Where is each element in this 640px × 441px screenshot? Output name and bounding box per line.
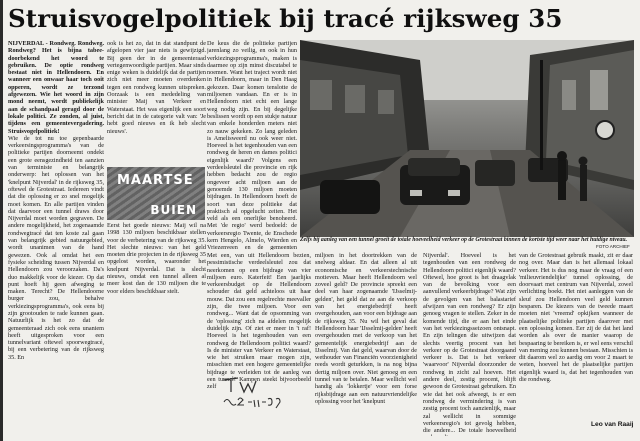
article-column-2 [107, 40, 206, 165]
column-4-text: miljoen in het doortrekken van de snelweg aldaar. En dat alleen al uit economische en verkeerstechnische motieven. Maar heeft Hellendoorn wel zoveel geld? De provincie spreekt een deel van haar zogenaamde 'IJsselmij-gelden', het geld dat ze aan de verkoop van het energiebedrijf heeft overgehouden, aan voor een bijdrage aan de rijksweg 35. Nu wil het geval dat Hellendoorn haar 'IJsselmij-gelden' heeft overgehouden met de verkoop van het gemeentelijk energiebedrijf aan de IJsselmij. Van dat geld, waarvan door de wethouder van Financiën voorzienigheid reeds wordt geturkken, is na nog bijna dertig miljoen over. Niet genoeg en een tunnel van te betalen. Maar wellicht wel handig als 'lokkertje' voor een forse rijksbijdrage aan een natuurvriendelijke oplossing voor het 'knelpunt [315, 252, 417, 405]
photo-credit: FOTO ARCHIEF [596, 244, 630, 249]
headline: Struisvogelpolitiek bij tracé rijksweg 35 [8, 4, 563, 33]
article-column-2-continued [107, 222, 206, 436]
article-column-4 [315, 252, 417, 436]
logo-word-buien: BUIEN [150, 203, 197, 217]
logo-word-maartse: MAARTSE [117, 173, 194, 188]
column-2-text: ook is het zo, dat in dat standpunt de afgelopen vier jaar niets is gewijzigd. Bij geen der in de gemeenteraad vertegenwoordigde partijen. Maar sinds enige weken is duidelijk dat de partijen zich niet meer moeten overdenken tegen een rondweg kunnen uitspreken. Oorzaak is een mededeling van minister Maij van Verkeer en Waterstaat. Het was eigenlijk een soort bericht dat in de categorie valt van: 'Je hebt goed nieuws en ik heb slecht nieuws'. [107, 40, 206, 135]
article-column-1 [8, 40, 104, 373]
lead-paragraph: NIJVERDAL - Rondweg. Rondweg. Rondweg? Het is bijna tabee-doorbekend het woord te gebruiken. De optie rondweg bestaat niet in Hellendoorn. En wanneer een onwaar haar toch ooit opperen, wordt ze terzond afgewezen. Wie het woord in zijn mond neemt, wordt publiekelijk aan de schandpaal geragd door de lokale politici. Ze zonden, al juist, tijdens een gemeentevergadering. Struisvogelpolitiek! [8, 40, 104, 135]
author-byline: Leo van Raaij [591, 421, 634, 428]
column-3-text: De keus die de politieke partijen jarenlang zo veilig, en ook in hun verkiezingsprogramma's, maken is daarmee op zijn minst discutabel te noemen. Want het traject wordt niet in Hellendoorn, maar in Den Haag gekozen. Daar komen tenslotte de miljoenen vandaan. En er is in Hellendoorn niet echt een lange weg nodig zijn. En bij degelijke beslissen wordt op een stukje natuur van enkele honderden meters niet zo nauw gekeken. Zo lang geleden is Amelisweerd nu ook weer niet. Hoeveel is het tegenhouden van een rondweg de heren en dames politici eigenlijk waard? Volgens een verdeelsleutel die provincie en rijk hebben bedacht zou de regio ongeveer acht miljoen aan de genoemde 130 miljoen moeten bijdragen. In Hellendoorn hoeft de soort van deze politieke dat praktisch al opgelucht zeiten. Het veld als een onerlijke benoheerd. Met 'de regio' werd bedoeld: de verkeersregio Twente, de Enschede kern Hengelo, Almelo, Wierden en Vriezenveen en de gemeenten [207, 40, 297, 250]
photo-caption: Zelfs bij aanleg van een tunnel groeit de totale hoeveelheid verkeer op de Grotestraat binnen de kortste tijd weer naar het huidige niveau. [300, 237, 628, 243]
handwritten-date-annotation [220, 372, 300, 412]
article-column-6 [519, 252, 633, 436]
street-photo-drawing [300, 40, 634, 237]
street-photo [300, 40, 634, 237]
maartse-buien-logo [107, 167, 205, 220]
column-1-text: Wie de tot nu toe gepenbaarde verkeersingsprogramma's van de politieke partijen doorneemt ondekt een grote eensgezindheid ten aanzien van terministe en belangrijk onderwerp: het oplossen van het 'knelpunt Nijverdal' in de rijksweg 35, oftewel de Grotestraat. Iedereen vindt dat die oplossing er zo snel mogelijk moet komen. En alle partijen vinden dat daarvoor een tunnel draws door Nijverdal moet worden gegraven. De andere mogelijkheid, het zogenaamde rondwegtracé dat ten koste zal gaan van belangrijk gebied natuurgebied, wordt unanimen van de hand gewezen. Ook al omdat het een fysieke scheiding tussen Nijverdal en Hellendoorn zou veroorzaken. Da's duo makkelijk voor de kiezer. Op dat punt hoeft hij geen afweging te maken. Terecht? De Hellendoorne burger zou, behalve verkiezingsprogramma's, ook eens bij zijn grootouden te rade kunnen gaan. Natuurlijk is het zo dat de gemeenteraad zich ook eens unaniem heeft uitgesproken voor een tunnelvariant oftewel spoorwegtracé, bij een verbetering van de rijksweg 35. En [8, 134, 104, 361]
article-column-3 [207, 40, 297, 250]
column-2b-text: Eerst het goede nieuws: Maij wil na 1998 130 miljoen beschikbaar stellen voor de verbetering van de rijksweg 35. Het slechte nieuws: van het geld moeten drie projecten in de rijksweg 35 opgelost worden, waaronder het knelpunt Nijverdal. Dat is slecht nieuws, omdat een tunnel alleen al meer kost dan de 130 miljoen die te voor elders beschikbaar stelt. [107, 222, 206, 295]
article-column-5 [423, 252, 516, 436]
column-5-text: Nijverdal'. Hoeveel is het tegenhouden van een rondweg de Hellendoorn politici eigenlijk waard? Oftewel, hoe groot is het draagvlak van de bevolking voor een aanvullend verkeerbijdrage? Wat zijn de gevolgen van het balastarief afwijzen van een rondweg? Er zijn genoeg vragen te stellen. Zeker in de komende tijd, die er aan het einde van het verkiezingsseizoen ontsnapt. En zijn telingen die uitwijzen dat slechts veertig procent van het verkeer op de Grotestraat doorgaand verkeer is. Dat is het verkeer 'waarvoor' Nijverdal doorzonder de rondweg in zicht zal hoeven. Het andere deel, zestig procent, blijft gewoon de Grotestraat gebruiken. En wie dat het ook afweegt, is er een rondweg de vermindering is van zestig procent toch aanzienlijk, maar zal wellicht in sommige verkeersregio's tot gevolg hebben, die andere... De totale hoeveelheid [423, 252, 516, 435]
scan-edge [0, 0, 3, 441]
column-6-text: van de Grotestraat gebruik maakt, zit er daar nog over. Maar dan is het allemaal lokaal verkeer. Het is dus nog maar de vraag of een 'milieuvriendelijke' tunnel oplossing, de doorvaart met centrum van Nijverdal, zowel verlichting boekt. Het niet aanleggen van de sleuf zou Hellendoorn veel geld kunnen besparen. De kiezers van de tweede maart moeten niet 'vreemd' opkijken wanneer de plaatselijke politieke partijen daarover met een oplossing komen. Eer zij de dat het land worden als over de manier waarop de bespaaring te bereiken is, er wel eens verschil van mening zou kunnen bestaan. Misschien is dit daarom wel zo aardig om voor 2 maart te weten, hoeveel het de plaatselijke partijen eigenlijk waard is, dat het tegenhouden van die rondweg. [519, 252, 633, 384]
column-3b-text: Met een, van uit Hellendoorn bezien, pessimistische verdeelsleutel zou dat neerkomen op een bijdrage van vier miljoen euro. Katerfeit! Een jaarlijks verkeersbudget op de Hellendoorn schouder dat geld achteloos uit haar mouw. Dat zou een regelrechte meevaller zijn, die twee miljoen. Voor een rondweg... Want dat de opsomming van de 'oplossing' zich na afdelen mogelijk duidelijk zijn. Of ziet er meer in 't raf! Hoeveel is het tegenhouden van een rondweg de Hellendoorn politici waard? Is de minister van Verkeer en Waterstaat, wie het struiken maar mogen zijn, misschien met een hogere gemeentelijke bijdrage te verleiden tot de aanleg van een tunnel? Kampen steekt bijvoorbeeld zelf [207, 252, 311, 391]
